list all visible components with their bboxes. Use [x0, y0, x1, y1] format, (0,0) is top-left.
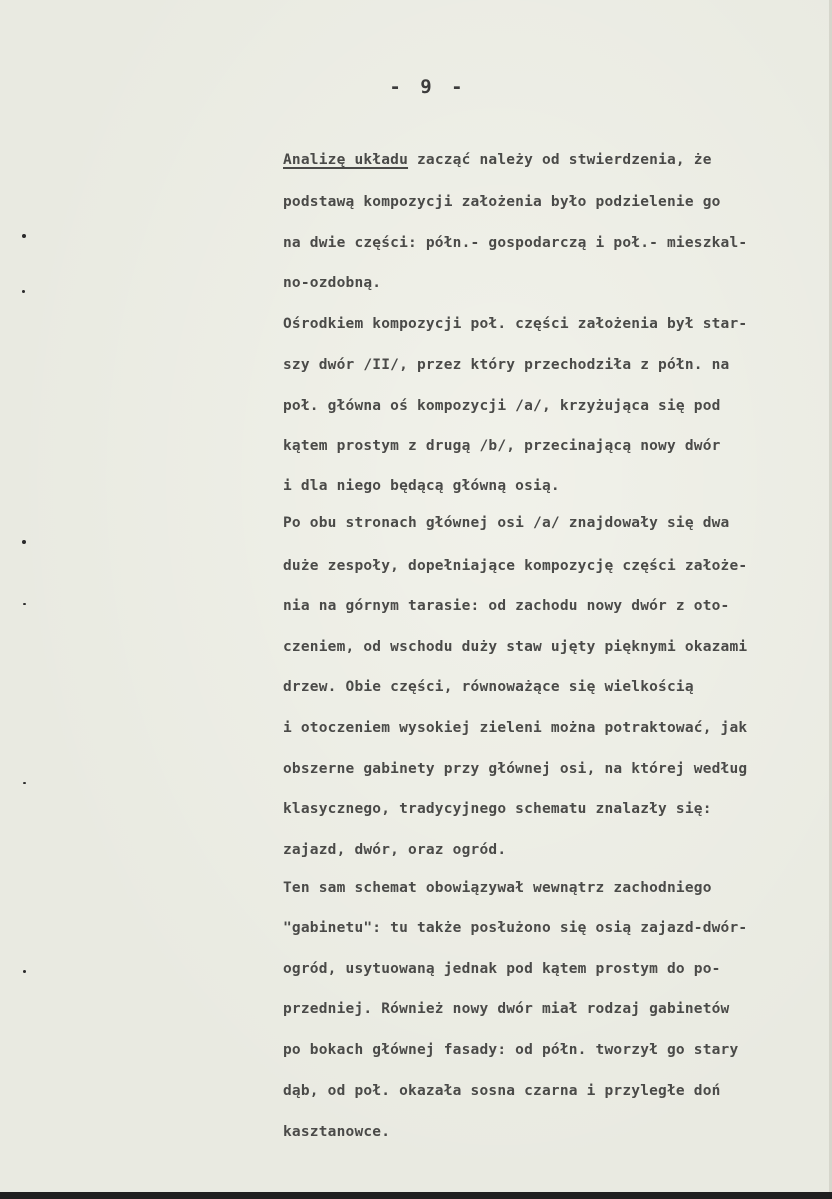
page-number: - 9 - [389, 76, 467, 98]
text-line: duże zespoły, dopełniające kompozycję części założe- [283, 558, 748, 574]
text-line: klasycznego, tradycyjnego schematu znalazły się: [283, 801, 712, 817]
page-bottom-edge [0, 1192, 832, 1199]
text-line: zajazd, dwór, oraz ogród. [283, 842, 507, 858]
text-line: czeniem, od wschodu duży staw ujęty pięknymi okazami [283, 639, 748, 655]
text-line: obszerne gabinety przy głównej osi, na której według [283, 761, 748, 777]
text-line: drzew. Obie części, równoważące się wielkością [283, 679, 694, 695]
margin-mark [22, 540, 26, 544]
margin-mark [22, 234, 26, 238]
text-line: podstawą kompozycji założenia było podzielenie go [283, 194, 721, 210]
text-line: szy dwór /II/, przez który przechodziła z półn. na [283, 357, 730, 373]
underlined-phrase: Analizę układu [283, 152, 409, 168]
text-line: przedniej. Również nowy dwór miał rodzaj gabinetów [283, 1001, 730, 1017]
margin-mark [23, 970, 26, 973]
text-line: i dla niego będącą główną osią. [283, 478, 560, 494]
text-line: Ośrodkiem kompozycji poł. części założenia był star- [283, 316, 748, 332]
margin-mark [22, 290, 25, 293]
text-line: poł. główna oś kompozycji /a/, krzyżująca się pod [283, 398, 721, 414]
text-line: kasztanowce. [283, 1124, 391, 1140]
text-line: ogród, usytuowaną jednak pod kątem prostym do po- [283, 961, 721, 977]
text-line: nia na górnym tarasie: od zachodu nowy dwór z oto- [283, 598, 730, 614]
text-line: na dwie części: półn.- gospodarczą i poł.- mieszkal- [283, 235, 748, 251]
text-line: Ten sam schemat obowiązywał wewnątrz zachodniego [283, 880, 712, 896]
text-line: po bokach głównej fasady: od półn. tworzył go stary [283, 1042, 739, 1058]
line-text: zacząć należy od stwierdzenia, że [408, 152, 712, 168]
text-line: dąb, od poł. okazała sosna czarna i przyległe doń [283, 1083, 721, 1099]
text-line: Po obu stronach głównej osi /a/ znajdowały się dwa [283, 515, 730, 531]
text-line: i otoczeniem wysokiej zieleni można potraktować, jak [283, 720, 748, 736]
margin-mark [23, 603, 26, 605]
text-line [283, 150, 712, 170]
text-line: "gabinetu": tu także posłużono się osią zajazd-dwór- [283, 920, 748, 936]
margin-mark [23, 782, 26, 784]
text-line: kątem prostym z drugą /b/, przecinającą nowy dwór [283, 438, 721, 454]
text-line: no-ozdobną. [283, 275, 382, 291]
